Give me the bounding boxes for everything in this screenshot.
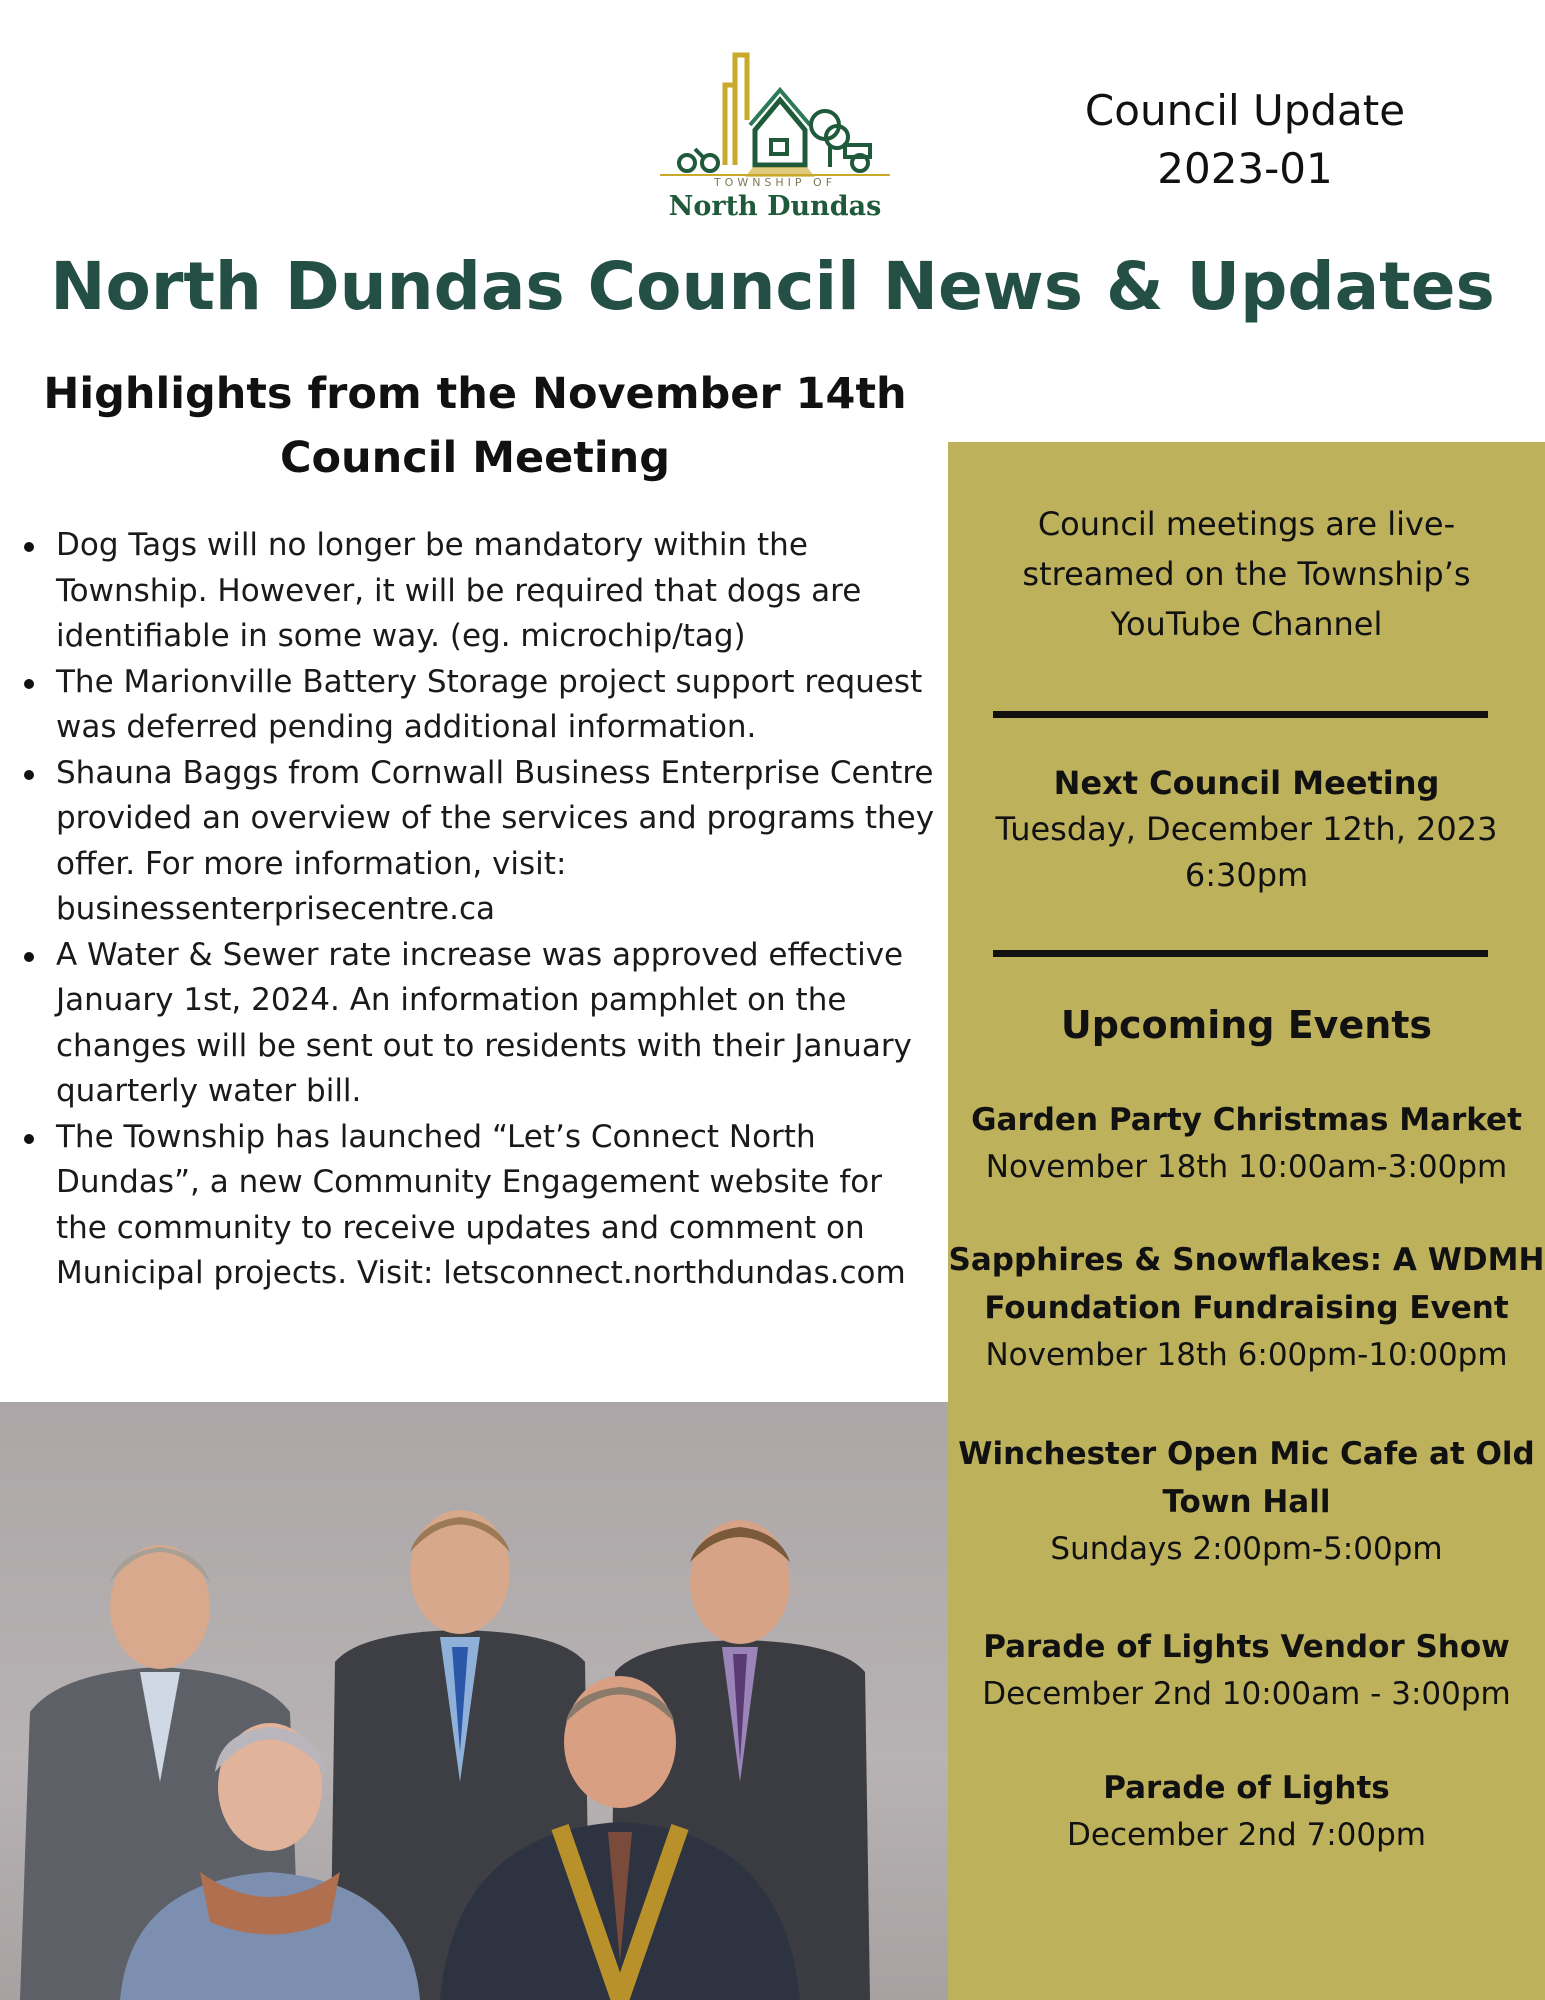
divider (993, 950, 1488, 957)
township-logo-icon (655, 45, 895, 180)
upcoming-events-heading: Upcoming Events (1060, 1003, 1433, 1047)
event-item (948, 1430, 1545, 1572)
logo-subtitle: TOWNSHIP OF (713, 176, 837, 189)
livestream-note-line-3: YouTube Channel (1110, 605, 1383, 643)
event-time: December 2nd 10:00am - 3:00pm (982, 1676, 1511, 1712)
next-meeting-time: 6:30pm (1184, 856, 1309, 894)
list-item: The Township has launched “Let’s Connect North Dundas”, a new Community Engagement website for the community to receive updates and comment on Municipal projects. Visit: letsconnect.northdundas.com (20, 1115, 940, 1297)
council-group-photo (0, 1402, 948, 2000)
update-line-1: Council Update (1084, 86, 1406, 135)
list-item: Shauna Baggs from Cornwall Business Enterprise Centre provided an overview of the services and programs they offer. For more information, visit: businessenterprisecentre.ca (20, 751, 940, 933)
livestream-note-line-2: streamed on the Township’s (1022, 555, 1471, 593)
event-time: November 18th 10:00am-3:00pm (985, 1149, 1508, 1185)
logo-name: North Dundas (668, 191, 882, 222)
update-number: 2023-01 (1157, 144, 1333, 193)
livestream-note-line-1: Council meetings are live- (1037, 505, 1456, 543)
event-time: December 2nd 7:00pm (1067, 1817, 1426, 1853)
list-item: Dog Tags will no longer be mandatory within the Township. However, it will be required that dogs are identifiable in some way. (eg. microchip/tag) (20, 523, 940, 660)
event-item (948, 1623, 1545, 1717)
event-name: Winchester Open Mic Cafe at Old (958, 1436, 1535, 1472)
highlights-heading (30, 362, 920, 490)
next-meeting-date: Tuesday, December 12th, 2023 (995, 810, 1498, 848)
list-item: The Marionville Battery Storage project support request was deferred pending additional information. (20, 660, 940, 751)
highlights-heading-line-2: Council Meeting (279, 433, 671, 483)
township-logo (655, 45, 895, 220)
page-title: North Dundas Council News & Updates (50, 248, 1495, 325)
event-name: Garden Party Christmas Market (971, 1102, 1522, 1138)
list-item: A Water & Sewer rate increase was approved effective January 1st, 2024. An information pamphlet on the changes will be sent out to residents with their January quarterly water bill. (20, 933, 940, 1115)
event-name: Sapphires & Snowflakes: A WDMH (948, 1242, 1545, 1278)
event-time: Sundays 2:00pm-5:00pm (1050, 1531, 1443, 1567)
event-name: Parade of Lights Vendor Show (983, 1629, 1510, 1665)
next-meeting-label: Next Council Meeting (1053, 764, 1440, 802)
event-item (948, 1764, 1545, 1858)
highlights-heading-line-1: Highlights from the November 14th (43, 369, 907, 419)
divider (993, 711, 1488, 718)
council-photo-image (0, 1402, 948, 2000)
livestream-note (948, 499, 1545, 649)
event-name-line-2: Town Hall (1162, 1484, 1331, 1520)
event-name: Parade of Lights (1103, 1770, 1390, 1806)
council-update-label (1040, 82, 1450, 198)
event-item (948, 1236, 1545, 1378)
event-time: November 18th 6:00pm-10:00pm (985, 1337, 1508, 1373)
event-item (948, 1096, 1545, 1190)
sidebar-panel (948, 442, 1545, 2000)
event-name-line-2: Foundation Fundraising Event (984, 1290, 1509, 1326)
highlights-list (20, 523, 940, 1297)
